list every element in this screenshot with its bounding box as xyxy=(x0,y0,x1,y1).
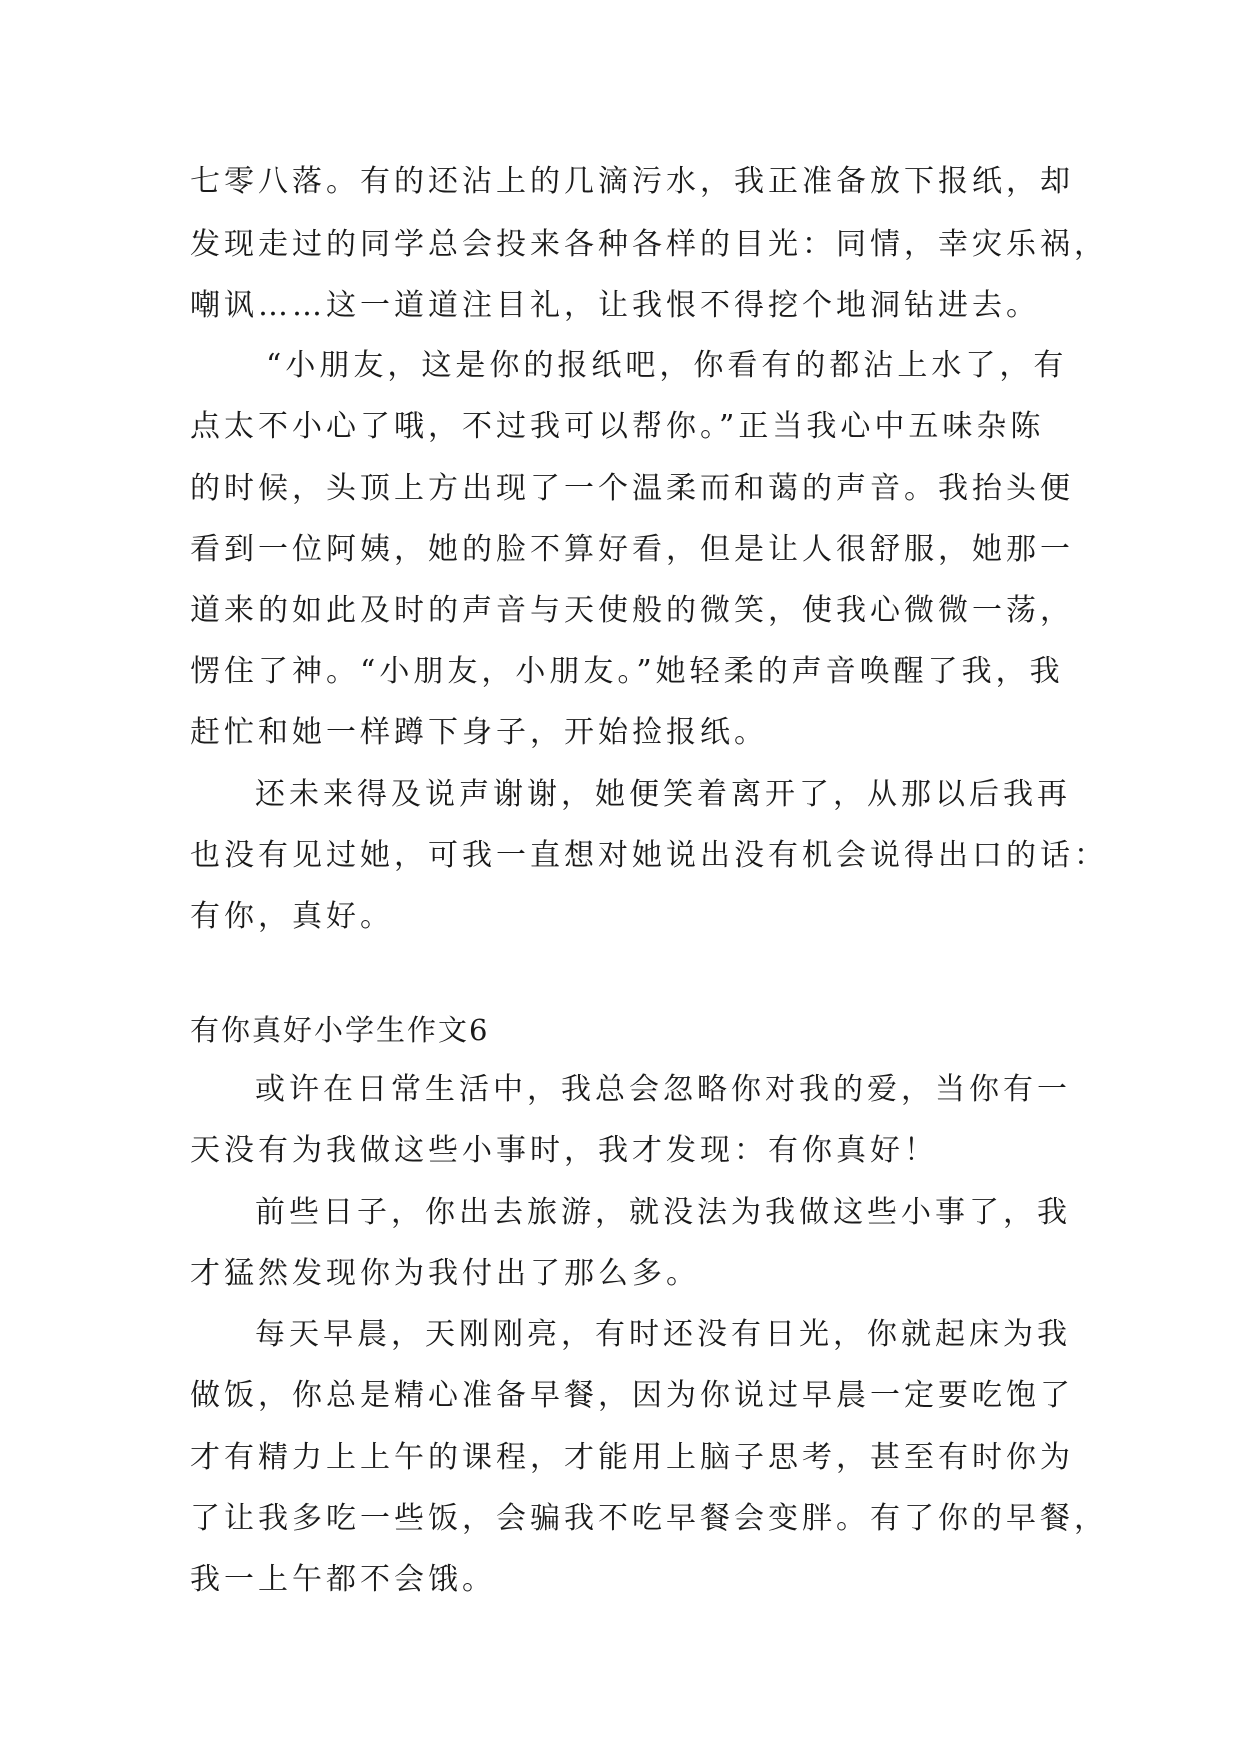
text-line: 七零八落。有的还沾上的几滴污水，我正准备放下报纸，却 xyxy=(190,164,1074,199)
text-line: 点太不小心了哦，不过我可以帮你。”正当我心中五味杂陈 xyxy=(190,409,1045,444)
text-line: 我一上午都不会饿。 xyxy=(190,1562,496,1597)
section-heading: 有你真好小学生作文6 xyxy=(190,1013,490,1047)
text-line: 发现走过的同学总会投来各种各样的目光：同情，幸灾乐祸， xyxy=(190,227,1108,262)
text-line: 了让我多吃一些饭，会骗我不吃早餐会变胖。有了你的早餐， xyxy=(190,1501,1108,1536)
text-line: 道来的如此及时的声音与天使般的微笑，使我心微微一荡， xyxy=(190,593,1074,628)
text-line: 每天早晨，天刚刚亮，有时还没有日光，你就起床为我 xyxy=(255,1317,1071,1352)
text-line: 有你，真好。 xyxy=(190,899,394,934)
text-line: 才有精力上上午的课程，才能用上脑子思考，甚至有时你为 xyxy=(190,1440,1074,1475)
text-line: 赶忙和她一样蹲下身子，开始捡报纸。 xyxy=(190,715,768,750)
text-line: 也没有见过她，可我一直想对她说出没有机会说得出口的话： xyxy=(190,838,1108,873)
text-line: 做饭，你总是精心准备早餐，因为你说过早晨一定要吃饱了 xyxy=(190,1378,1074,1413)
text-line: 天没有为我做这些小事时，我才发现：有你真好！ xyxy=(190,1133,938,1168)
text-line: 的时候，头顶上方出现了一个温柔而和蔼的声音。我抬头便 xyxy=(190,471,1074,506)
text-line: 或许在日常生活中，我总会忽略你对我的爱，当你有一 xyxy=(255,1072,1071,1107)
text-line: 嘲讽……这一道道注目礼，让我恨不得挖个地洞钻进去。 xyxy=(190,288,1040,323)
text-line: 才猛然发现你为我付出了那么多。 xyxy=(190,1256,700,1291)
text-line: 愣住了神。“小朋友，小朋友。”她轻柔的声音唤醒了我，我 xyxy=(190,654,1064,689)
text-line: 前些日子，你出去旅游，就没法为我做这些小事了，我 xyxy=(255,1195,1071,1230)
text-line: 看到一位阿姨，她的脸不算好看，但是让人很舒服，她那一 xyxy=(190,532,1074,567)
text-line: 还未来得及说声谢谢，她便笑着离开了，从那以后我再 xyxy=(255,777,1071,812)
text-line: “小朋友，这是你的报纸吧，你看有的都沾上水了，有 xyxy=(266,348,1068,383)
